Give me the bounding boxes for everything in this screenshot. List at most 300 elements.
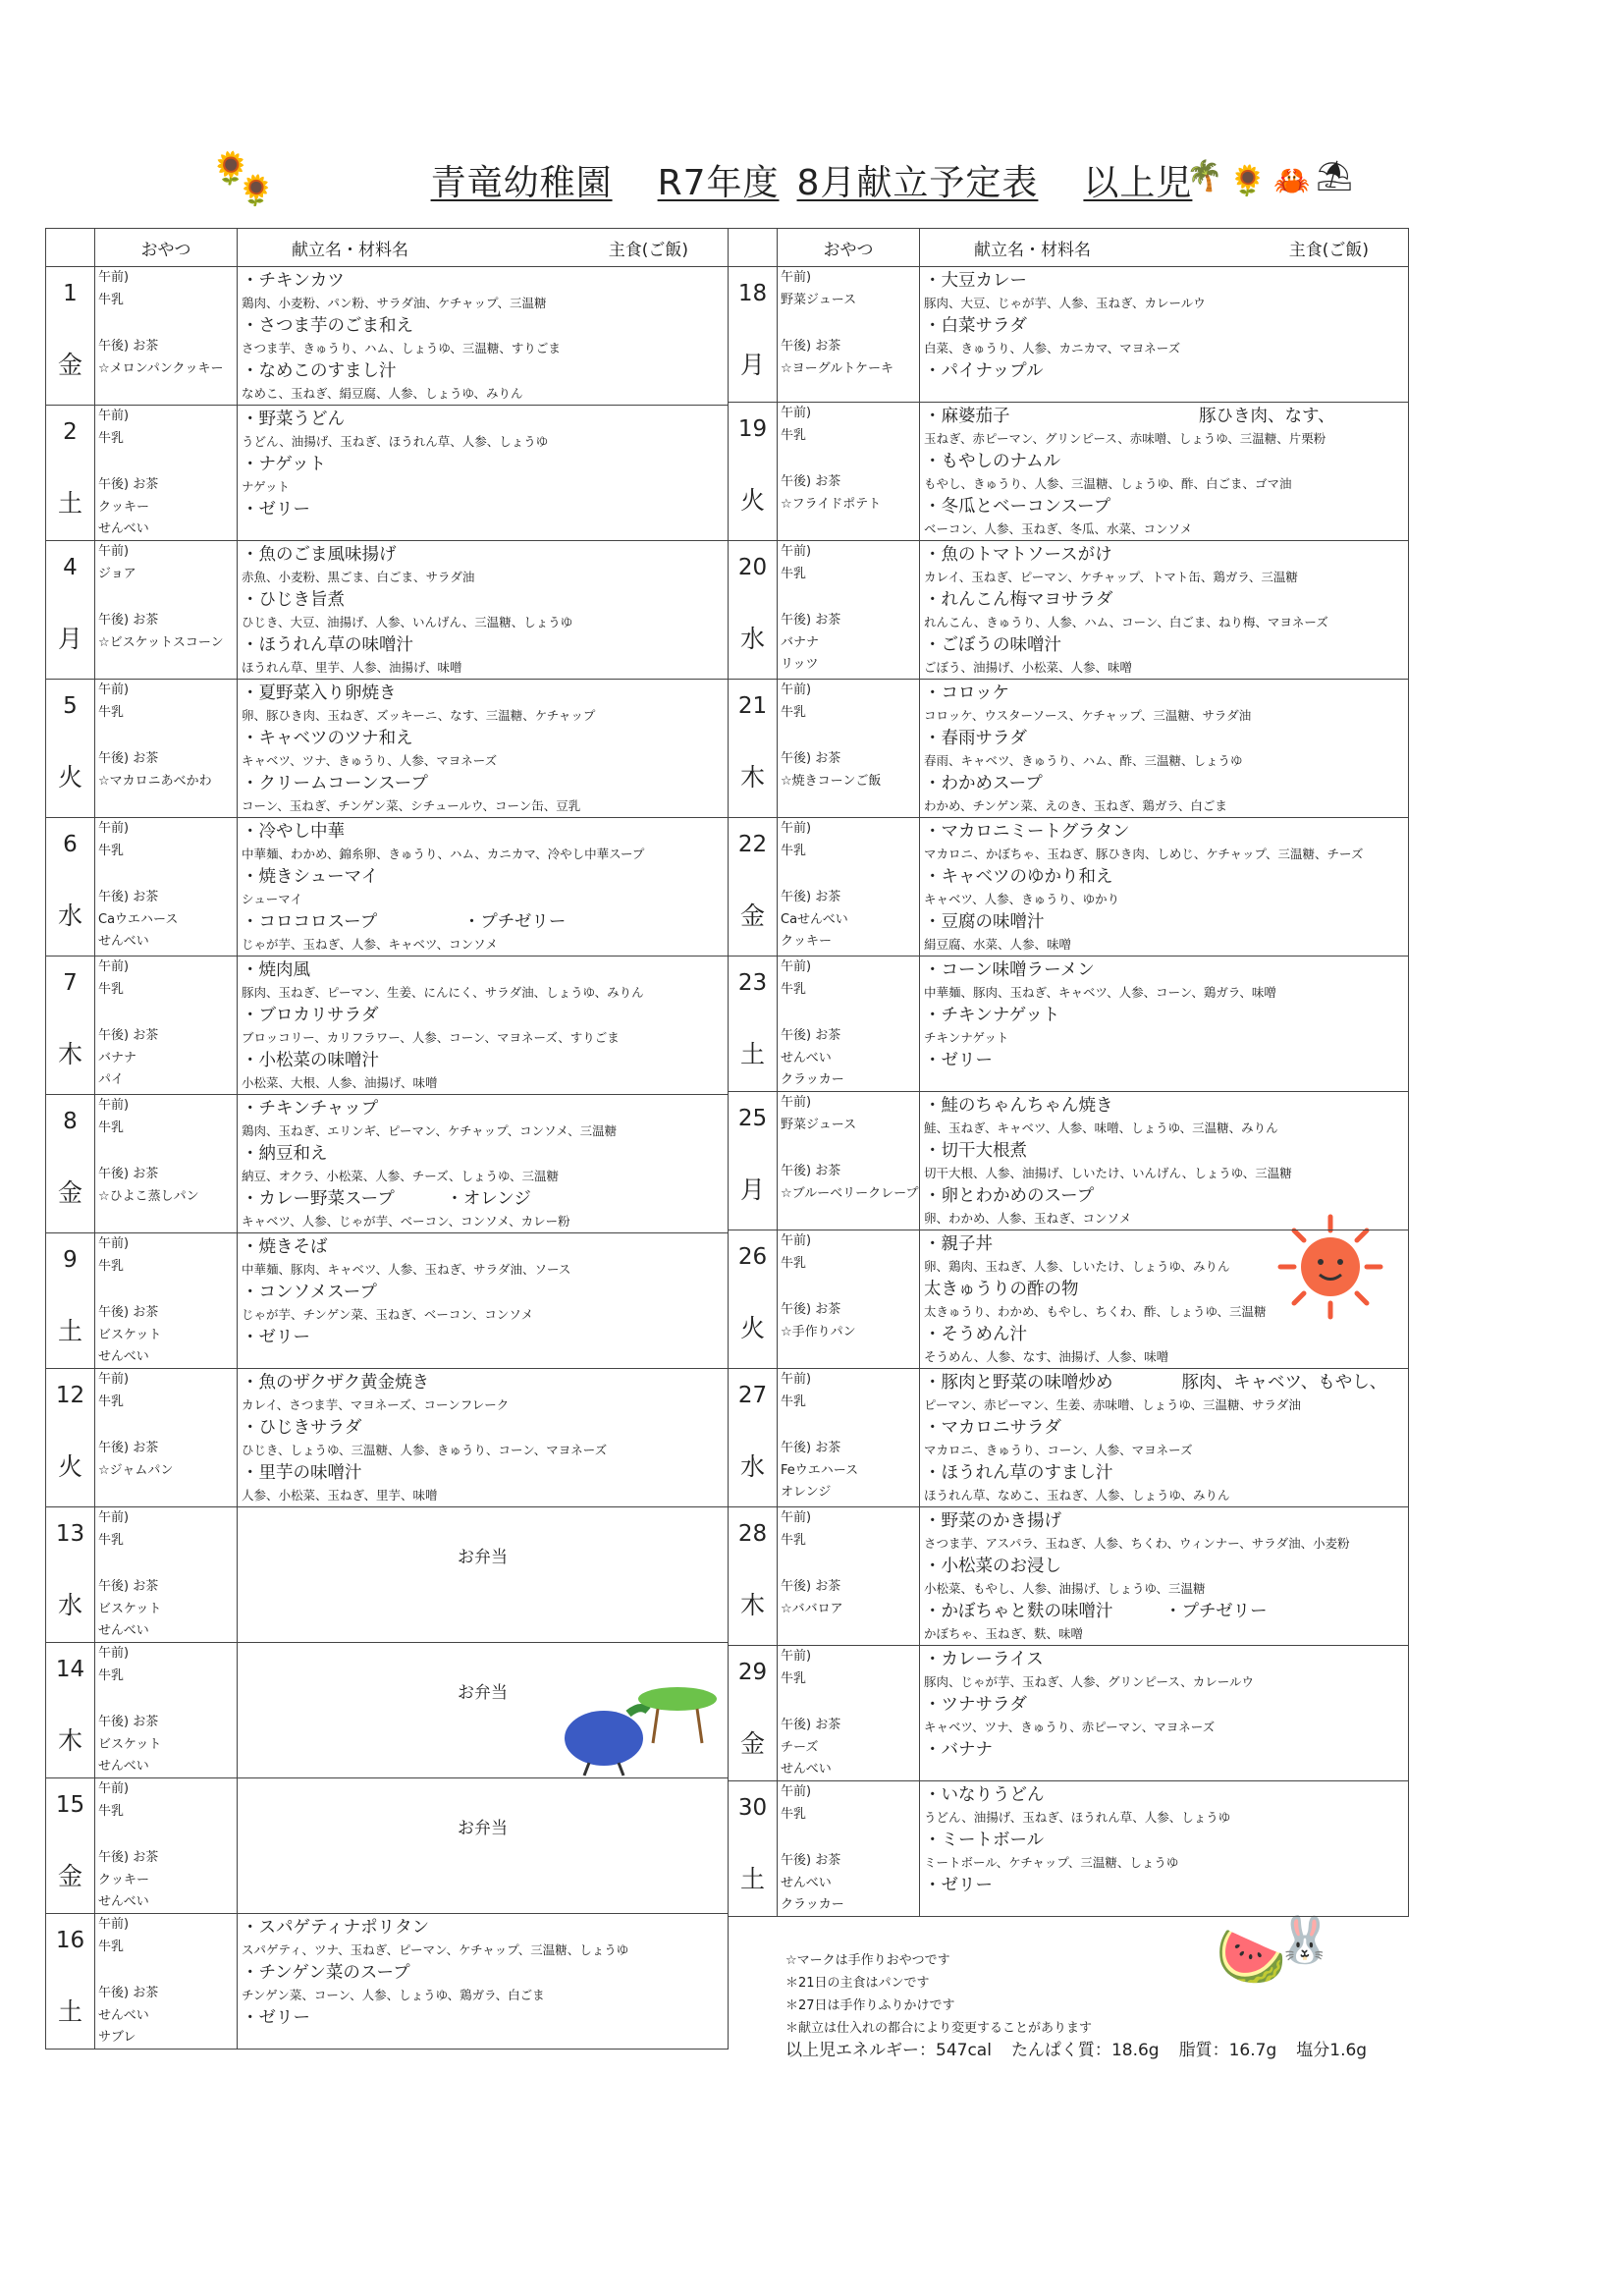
ingredient-list: スパゲティ、ツナ、玉ねぎ、ピーマン、ケチャップ、三温糖、しょうゆ [242, 1942, 629, 1957]
snack-cell [95, 957, 238, 1095]
snack-line: 午前) [781, 1649, 812, 1664]
snack-line: 牛乳 [781, 428, 807, 443]
snack-line: 牛乳 [98, 1668, 125, 1683]
dish-name: ・カレー野菜スープ ・オレンジ [242, 1189, 531, 1209]
date-cell [729, 1781, 778, 1917]
snack-cell [95, 406, 238, 541]
date-cell [729, 403, 778, 541]
watermelon-icon: 🍉 [1216, 1923, 1287, 1990]
snack-line: 午前) [98, 1917, 130, 1932]
rice-header-label: 主食(ご飯) [608, 240, 688, 260]
dish-name: ・スパゲティナポリタン [242, 1918, 430, 1938]
weekday: 土 [739, 1865, 765, 1893]
snack-line: 午後) お茶 [781, 474, 841, 489]
day-row [729, 267, 1409, 403]
ingredient-list: さつま芋、アスパラ、玉ねぎ、人参、ちくわ、ウィンナー、サラダ油、小麦粉 [924, 1536, 1350, 1551]
snack-line: 午後) お茶 [781, 1164, 841, 1178]
snack-line: サブレ [98, 2030, 136, 2045]
sunflower-icon: 🌻 [211, 149, 250, 187]
ingredient-list: 卵、鶏肉、玉ねぎ、人参、しいたけ、しょうゆ、みりん [924, 1259, 1230, 1274]
date-cell [729, 818, 778, 957]
date-cell [729, 680, 778, 818]
date-cell [46, 1914, 95, 2050]
snack-header: おやつ [95, 229, 238, 267]
snack-cell [95, 1507, 238, 1643]
palm-tree-icon: 🌴 [1186, 159, 1223, 193]
ingredient-list: ミートボール、ケチャップ、三温糖、しょうゆ [924, 1855, 1179, 1870]
menu-cell [920, 1507, 1409, 1646]
ingredient-list: 鶏肉、小麦粉、パン粉、サラダ油、ケチャップ、三温糖 [242, 296, 547, 310]
nutrition-summary [785, 2036, 1367, 2060]
date-cell [46, 1778, 95, 1914]
snack-line: 午後) お茶 [781, 339, 841, 354]
date-cell [46, 818, 95, 957]
date-number: 16 [55, 1928, 85, 1953]
ingredient-list: マカロニ、かぼちゃ、玉ねぎ、豚ひき肉、しめじ、ケチャップ、三温糖、チーズ [924, 847, 1364, 861]
date-number: 18 [737, 281, 768, 306]
dish-name: ・ほうれん草の味噌汁 [242, 635, 413, 655]
snack-cell [778, 1369, 920, 1507]
snack-cell [778, 1781, 920, 1917]
snack-line: ☆マカロニあべかわ [98, 774, 212, 789]
weekday: 月 [57, 625, 82, 653]
sunflower-icon: 🌻 [1229, 164, 1267, 198]
ingredient-list: ベーコン、人参、玉ねぎ、冬瓜、水菜、コンソメ [924, 521, 1193, 536]
snack-line: 牛乳 [98, 1533, 125, 1548]
snack-cell [778, 1646, 920, 1781]
snack-line: 牛乳 [781, 1671, 807, 1686]
weekday: 水 [57, 1591, 82, 1619]
ingredient-list: チキンナゲット [924, 1030, 1009, 1045]
dish-name: ・さつま芋のごま和え [242, 316, 413, 336]
snack-line: 牛乳 [98, 1259, 125, 1274]
snack-line: 午前) [98, 1372, 130, 1387]
snack-line: 牛乳 [98, 1121, 125, 1135]
snack-line: 野菜ジュース [781, 1118, 857, 1132]
snack-line: 午前) [98, 959, 130, 974]
ingredient-list: キャベツ、人参、じゃが芋、ベーコン、コンソメ、カレー粉 [242, 1214, 570, 1229]
date-header [46, 229, 95, 267]
menu-header [920, 229, 1409, 267]
weekday: 水 [57, 902, 82, 930]
snack-line: 午後) お茶 [781, 613, 841, 628]
weekday: 月 [739, 351, 765, 379]
day-row [729, 1781, 1409, 1917]
menu-table-right [728, 228, 1409, 1917]
ingredient-list: そうめん、人参、なす、油揚げ、人参、味噌 [924, 1349, 1169, 1364]
ingredient-list: コロッケ、ウスターソース、ケチャップ、三温糖、サラダ油 [924, 708, 1252, 723]
menu-cell [920, 957, 1409, 1092]
dish-name: ・納豆和え [242, 1144, 328, 1164]
menu-cell [238, 1778, 729, 1914]
ingredient-list: キャベツ、人参、きゅうり、ゆかり [924, 892, 1120, 906]
snack-cell [778, 1230, 920, 1369]
snack-line: 牛乳 [781, 844, 807, 858]
energy-label: 以上児エネルギー： [785, 2041, 936, 2060]
snack-line: 午前) [98, 1236, 130, 1251]
crab-icon: 🦀 [1273, 164, 1311, 198]
date-cell [729, 1646, 778, 1781]
date-number: 20 [737, 555, 768, 580]
weekday: 火 [739, 1314, 765, 1342]
snack-line: 午前) [98, 683, 130, 697]
day-row [729, 403, 1409, 541]
ingredient-list: キャベツ、ツナ、きゅうり、赤ピーマン、マヨネーズ [924, 1720, 1216, 1734]
dish-name: ・ミートボール [924, 1831, 1045, 1850]
date-cell [46, 1369, 95, 1507]
ingredient-list: ごぼう、油揚げ、小松菜、人参、味噌 [924, 660, 1133, 675]
dish-name: ・魚のザクザク黄金焼き [242, 1373, 430, 1393]
ingredient-list: なめこ、玉ねぎ、絹豆腐、人参、しょうゆ、みりん [242, 386, 523, 401]
snack-line: ☆フライドポテト [781, 497, 882, 512]
day-row [729, 1646, 1409, 1781]
dish-name: ・ゼリー [924, 1051, 993, 1070]
snack-line: ビスケット [98, 1737, 162, 1752]
date-number: 28 [737, 1521, 768, 1547]
menu-cell [238, 1369, 729, 1507]
day-row [46, 1643, 729, 1778]
day-row [46, 818, 729, 957]
ingredient-list: 納豆、オクラ、小松菜、人参、チーズ、しょうゆ、三温糖 [242, 1169, 560, 1183]
day-row [46, 1369, 729, 1507]
snack-line: ビスケット [98, 1328, 162, 1342]
weekday: 金 [57, 1862, 82, 1890]
day-row [46, 541, 729, 680]
day-row [729, 1230, 1409, 1369]
day-row [729, 1092, 1409, 1230]
snack-line: 野菜ジュース [781, 293, 857, 307]
ingredient-list: ほうれん草、なめこ、玉ねぎ、人参、しょうゆ、みりん [924, 1488, 1230, 1503]
dish-name: ・ゼリー [242, 500, 310, 519]
snack-line: 牛乳 [98, 705, 125, 720]
snack-line: 午前) [781, 959, 812, 974]
snack-line: 午後) お茶 [781, 890, 841, 904]
dish-name: ・ブロカリサラダ [242, 1006, 379, 1025]
dish-name: ・ほうれん草のすまし汁 [924, 1463, 1113, 1483]
menu-cell [920, 403, 1409, 541]
ingredient-list: 切干大根、人参、油揚げ、しいたけ、いんげん、しょうゆ、三温糖 [924, 1166, 1292, 1180]
note-line: ☆マークは手作りおやつです [785, 1953, 950, 1968]
menu-cell [238, 1233, 729, 1369]
date-number: 14 [55, 1657, 85, 1682]
day-row [729, 541, 1409, 680]
ingredient-list: 卵、豚ひき肉、玉ねぎ、ズッキーニ、なす、三温糖、ケチャップ [242, 708, 596, 723]
menu-cell [238, 957, 729, 1095]
ingredient-list: 絹豆腐、水菜、人参、味噌 [924, 937, 1072, 952]
dish-name: ・キャベツのゆかり和え [924, 867, 1113, 887]
ingredient-list: さつま芋、きゅうり、ハム、しょうゆ、三温糖、すりごま [242, 341, 561, 355]
date-number: 7 [63, 970, 78, 996]
snack-line: せんべい [781, 1876, 832, 1890]
snack-cell [95, 267, 238, 406]
snack-line: せんべい [98, 1623, 149, 1638]
weekday: 木 [57, 1040, 82, 1068]
snack-cell [95, 541, 238, 680]
dish-name: ・鮭のちゃんちゃん焼き [924, 1096, 1113, 1116]
day-row [729, 1369, 1409, 1507]
date-cell [729, 1507, 778, 1646]
dish-name: ・冬瓜とベーコンスープ [924, 497, 1111, 517]
energy-value: 547cal [936, 2041, 992, 2060]
date-number: 27 [737, 1383, 768, 1408]
date-number: 4 [63, 555, 78, 580]
dish-name: ・バナナ [924, 1740, 993, 1760]
day-row [46, 406, 729, 541]
snack-line: ☆ひよこ蒸しパン [98, 1189, 199, 1204]
menu-cell [920, 1369, 1409, 1507]
snack-line: クラッカー [781, 1897, 844, 1912]
weekday: 土 [57, 1317, 82, 1345]
ingredient-list: うどん、油揚げ、玉ねぎ、ほうれん草、人参、しょうゆ [242, 434, 549, 449]
ingredient-list: 太きゅうり、わかめ、もやし、ちくわ、酢、しょうゆ、三温糖 [924, 1304, 1267, 1319]
snack-line: せんべい [98, 1349, 149, 1364]
weekday: 木 [739, 1591, 765, 1619]
menu-cell [238, 267, 729, 406]
snack-line: バナナ [98, 1051, 137, 1066]
snack-line: 午後) お茶 [98, 1167, 159, 1181]
ingredient-list: 鶏肉、玉ねぎ、エリンギ、ピーマン、ケチャップ、コンソメ、三温糖 [242, 1123, 618, 1138]
snack-cell [95, 1643, 238, 1778]
ingredient-list: キャベツ、ツナ、きゅうり、人参、マヨネーズ [242, 753, 498, 768]
snack-line: ビスケット [98, 1602, 162, 1616]
day-row [46, 267, 729, 406]
snack-line: せんべい [98, 934, 149, 949]
ingredient-list: マカロニ、きゅうり、コーン、人参、マヨネーズ [924, 1443, 1193, 1457]
ingredient-list: ピーマン、赤ピーマン、生姜、赤味噌、しょうゆ、三温糖、サラダ油 [924, 1397, 1301, 1412]
snack-line: 午前) [781, 683, 812, 697]
snack-line: 午後) お茶 [98, 751, 159, 766]
date-number: 8 [63, 1109, 78, 1134]
dish-name: ・コーン味噌ラーメン [924, 960, 1095, 980]
snack-line: 牛乳 [98, 844, 125, 858]
ingredient-list: ほうれん草、里芋、人参、油揚げ、味噌 [242, 660, 462, 675]
protein-label: たんぱく質： [1010, 2041, 1111, 2060]
ingredient-list: 豚肉、じゃが芋、玉ねぎ、人参、グリンピース、カレールウ [924, 1674, 1255, 1689]
dish-name: ・わかめスープ [924, 774, 1043, 793]
snack-cell [778, 680, 920, 818]
snack-line: 牛乳 [781, 1394, 807, 1409]
ingredient-list: シューマイ [242, 892, 303, 906]
menu-table-left [45, 228, 729, 2050]
snack-line: 午前) [781, 1233, 812, 1248]
dish-name: ・白菜サラダ [924, 316, 1027, 336]
snack-line: 牛乳 [98, 982, 125, 997]
ingredient-list: 中華麺、豚肉、玉ねぎ、キャベツ、人参、コーン、鶏ガラ、味噌 [924, 985, 1276, 1000]
date-cell [729, 957, 778, 1092]
dish-name: ・チキンナゲット [924, 1006, 1060, 1025]
snack-line: オレンジ [781, 1485, 832, 1500]
dish-name: ・カレーライス [924, 1650, 1044, 1669]
menu-cell [238, 1643, 729, 1778]
ingredient-list: 人参、小松菜、玉ねぎ、里芋、味噌 [242, 1488, 438, 1503]
beach-umbrella-icon: ⛱ [1316, 159, 1354, 193]
ingredient-list: 赤魚、小麦粉、黒ごま、白ごま、サラダ油 [242, 570, 475, 584]
ingredient-list: うどん、油揚げ、玉ねぎ、ほうれん草、人参、しょうゆ [924, 1810, 1231, 1825]
dish-name: ・キャベツのツナ和え [242, 729, 413, 748]
snack-line: ☆メロンパンクッキー [98, 361, 224, 376]
snack-line: 午前) [98, 1781, 130, 1796]
ingredient-list: ブロッコリー、カリフラワー、人参、コーン、マヨネーズ、すりごま [242, 1030, 620, 1045]
dish-name: ・いなりうどん [924, 1785, 1045, 1805]
ingredient-list: 鮭、玉ねぎ、キャベツ、人参、味噌、しょうゆ、三温糖、みりん [924, 1121, 1278, 1135]
day-row [46, 1914, 729, 2050]
snack-line: 午後) お茶 [98, 1028, 159, 1043]
dish-name: ・チキンカツ [242, 271, 345, 291]
snack-line: ☆ブルーベリークレープ [781, 1186, 919, 1201]
dish-name: ・小松菜の味噌汁 [242, 1051, 379, 1070]
weekday: 火 [739, 486, 765, 515]
dish-name: ・ひじき旨煮 [242, 590, 345, 610]
menu-header-label: 献立名・材料名 [292, 240, 408, 260]
snack-line: ジョア [98, 567, 136, 581]
snack-line: Caウエハース [98, 912, 179, 927]
date-number: 29 [737, 1660, 768, 1685]
snack-line: パイ [98, 1072, 125, 1087]
snack-line: 午後) お茶 [98, 1986, 159, 2000]
school-name: 青竜幼稚園 [430, 163, 613, 203]
weekday: 火 [57, 1452, 82, 1481]
date-cell [729, 541, 778, 680]
dish-name: ・ゼリー [242, 1328, 310, 1347]
menu-header-label: 献立名・材料名 [974, 240, 1091, 260]
date-number: 25 [737, 1106, 768, 1131]
snack-cell [95, 680, 238, 818]
snack-line: Feウエハース [781, 1463, 859, 1478]
date-number: 13 [55, 1521, 85, 1547]
snack-cell [95, 1095, 238, 1233]
snack-line: 午前) [98, 270, 130, 285]
dish-name: ・焼きシューマイ [242, 867, 379, 887]
fat-value: 16.7g [1228, 2041, 1277, 2060]
dish-name: ・夏野菜入り卵焼き [242, 683, 397, 703]
dish-name: ・チンゲン菜のスープ [242, 1963, 410, 1983]
snack-line: クッキー [98, 500, 150, 515]
menu-cell [920, 1646, 1409, 1781]
date-number: 21 [737, 693, 768, 719]
ingredient-list: わかめ、チンゲン菜、えのき、玉ねぎ、鶏ガラ、白ごま [924, 798, 1227, 813]
snack-line: チーズ [781, 1740, 819, 1755]
menu-title: 8月献立予定表 [796, 163, 1039, 203]
snack-cell [778, 403, 920, 541]
weekday: 土 [57, 1997, 82, 2026]
menu-cell [238, 1914, 729, 2050]
weekday: 火 [57, 763, 82, 792]
menu-cell [238, 818, 729, 957]
date-number: 9 [63, 1247, 78, 1273]
ingredient-list: 中華麺、豚肉、キャベツ、人参、玉ねぎ、サラダ油、ソース [242, 1262, 571, 1277]
snack-line: 午後) お茶 [98, 890, 159, 904]
snack-line: ☆ヨーグルトケーキ [781, 361, 894, 376]
dish-name: ・魚のごま風味揚げ [242, 545, 397, 565]
ingredient-list: 小松菜、大根、人参、油揚げ、味噌 [242, 1075, 438, 1090]
date-cell [46, 1233, 95, 1369]
snack-line: せんべい [781, 1051, 832, 1066]
bento-label: お弁当 [458, 1819, 508, 1838]
snack-line: クッキー [781, 934, 833, 949]
date-number: 1 [63, 281, 78, 306]
menu-cell [920, 680, 1409, 818]
ingredient-list: 卵、わかめ、人参、玉ねぎ、コンソメ [924, 1211, 1132, 1226]
snack-line: 午後) お茶 [98, 613, 159, 628]
snack-line: せんべい [781, 1762, 832, 1777]
dish-name: ・コロコロスープ ・プチゼリー [242, 912, 567, 932]
bento-label: お弁当 [458, 1683, 508, 1703]
ingredient-list: カレイ、さつま芋、マヨネーズ、コーンフレーク [242, 1397, 510, 1412]
dish-name: ・春雨サラダ [924, 729, 1027, 748]
snack-line: 午前) [781, 1784, 812, 1799]
dish-name: ・クリームコーンスープ [242, 774, 428, 793]
ingredient-list: ひじき、しょうゆ、三温糖、人参、きゅうり、コーン、マヨネーズ [242, 1443, 608, 1457]
snack-line: 午後) お茶 [781, 1579, 841, 1594]
snack-line: Caせんべい [781, 912, 848, 927]
dish-name: ・野菜うどん [242, 410, 345, 429]
ingredient-list: 豚肉、大豆、じゃが芋、人参、玉ねぎ、カレールウ [924, 296, 1206, 310]
weekday: 金 [739, 1729, 765, 1758]
dish-name: ・コロッケ [924, 683, 1010, 703]
header-row [46, 229, 729, 267]
snack-line: せんべい [98, 1759, 149, 1774]
menu-cell [238, 1507, 729, 1643]
ingredient-list: もやし、きゅうり、人参、三温糖、しょうゆ、酢、白ごま、ゴマ油 [924, 476, 1292, 491]
weekday: 月 [739, 1175, 765, 1204]
menu-cell [920, 267, 1409, 403]
date-cell [729, 1092, 778, 1230]
snack-line: せんべい [98, 2008, 149, 2023]
snack-line: 午前) [781, 270, 812, 285]
snack-line: 牛乳 [98, 431, 125, 446]
protein-value: 18.6g [1110, 2041, 1160, 2060]
dish-name: ・焼肉風 [242, 960, 310, 980]
snack-cell [778, 818, 920, 957]
snack-line: 牛乳 [781, 982, 807, 997]
snack-line: 午後) お茶 [98, 477, 159, 492]
weekday: 金 [57, 351, 82, 379]
snack-line: 午前) [98, 1510, 130, 1525]
snack-line: 午前) [781, 1510, 812, 1525]
snack-line: 午前) [781, 1372, 812, 1387]
fiscal-year: R7年度 [657, 163, 780, 203]
note-line: ＊27日は手作りふりかけです [785, 1998, 955, 2013]
menu-cell [238, 406, 729, 541]
snack-header: おやつ [778, 229, 920, 267]
ingredient-list: カレイ、玉ねぎ、ピーマン、ケチャップ、トマト缶、鶏ガラ、三温糖 [924, 570, 1298, 584]
dish-name: ・チキンチャップ [242, 1099, 379, 1119]
weekday: 木 [57, 1726, 82, 1755]
snack-line: ☆焼きコーンご飯 [781, 774, 882, 789]
snack-line: クッキー [98, 1873, 150, 1887]
ingredient-list: 豚肉、玉ねぎ、ピーマン、生姜、にんにく、サラダ油、しょうゆ、みりん [242, 985, 644, 1000]
snack-line: 午前) [98, 1098, 130, 1113]
snack-line: 牛乳 [781, 1256, 807, 1271]
day-row [46, 680, 729, 818]
bento-label: お弁当 [458, 1548, 508, 1567]
dish-name: ・卵とわかめのスープ [924, 1186, 1095, 1206]
dish-name: ・かぼちゃと麩の味噌汁 ・プチゼリー [924, 1602, 1268, 1621]
ingredient-list: れんこん、きゅうり、人参、ハム、コーン、白ごま、ねり梅、マヨネーズ [924, 615, 1328, 629]
menu-cell [238, 680, 729, 818]
snack-cell [95, 1369, 238, 1507]
dish-name: ・焼きそば [242, 1237, 328, 1257]
snack-line: バナナ [781, 635, 820, 650]
date-number: 2 [63, 419, 78, 445]
snack-line: 午後) お茶 [98, 1579, 159, 1594]
dish-name: ・れんこん梅マヨサラダ [924, 590, 1113, 610]
day-row [46, 1778, 729, 1914]
date-cell [46, 541, 95, 680]
day-row [729, 1507, 1409, 1646]
snack-line: 牛乳 [781, 1533, 807, 1548]
ingredient-list: じゃが芋、玉ねぎ、人参、キャベツ、コンソメ [242, 937, 498, 952]
